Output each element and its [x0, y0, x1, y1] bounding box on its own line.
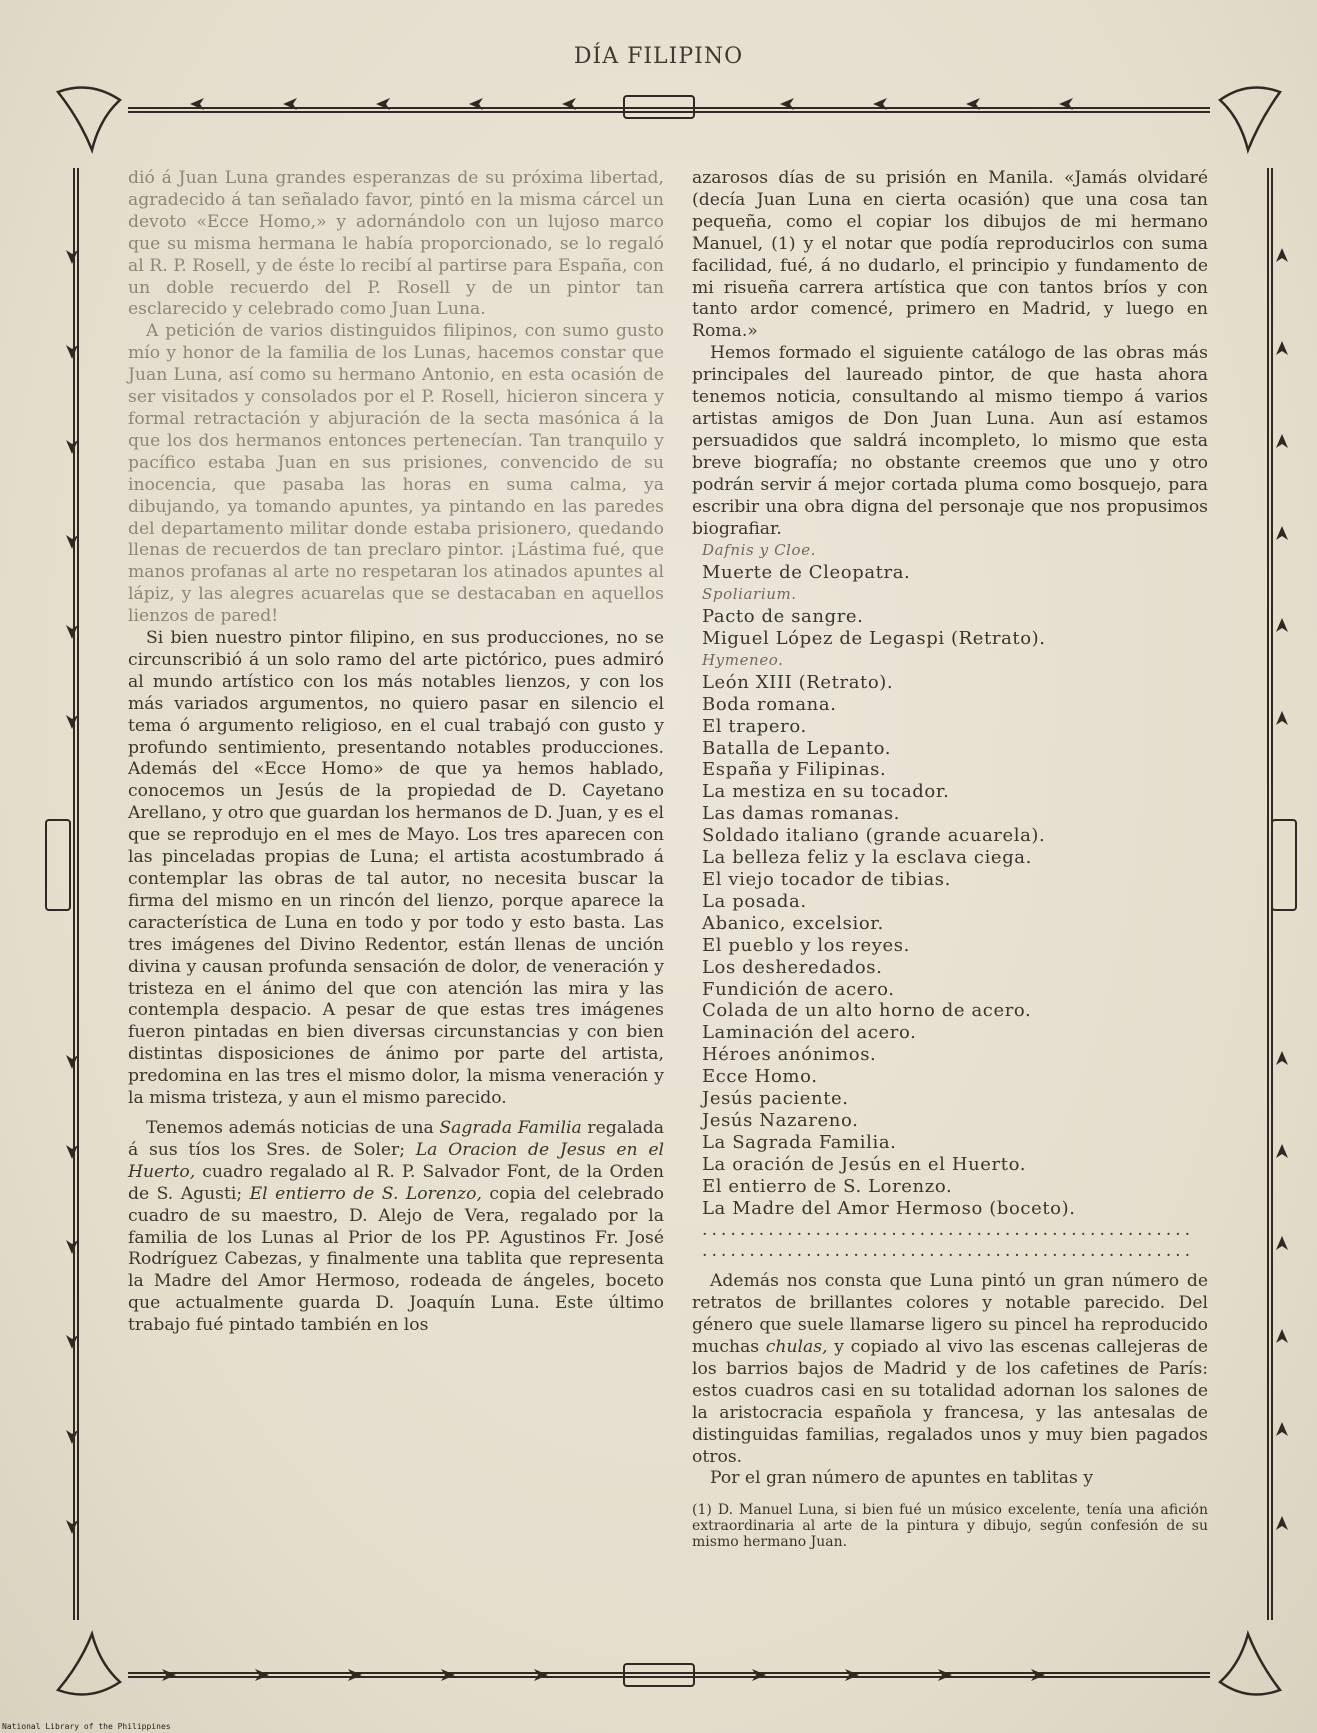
right-paragraph-4: Por el gran número de apuntes en tablitas y — [710, 1468, 1094, 1489]
catalog-item: Soldado italiano (grande acuarela). — [702, 825, 1046, 847]
term-chulas: chulas, — [765, 1337, 828, 1358]
left-paragraph-2: A petición de varios distinguidos filipinos, con sumo gusto mío y honor de la familia de los Lunas, hacemos constar que Juan Luna, así como su hermano Antonio, en esta ocasión de ser visitados y consolados por el P. Rosell, hicieron sincera y formal retractación y abjuración de la secta masónica á la que los dos hermanos entonces pertenecían. Tan tranquilo y pacífico estaba Juan en sus prisiones, convencido de su inocencia, que pasaba las horas en suma calma, ya dibujando, ya tomando apuntes, ya pintando en las paredes del departamento militar donde estaba prisionero, quedando llenas de recuerdos de tan preclaro pintor. ¡Lástima fué, que manos profanas al arte no respetaran los atinados apuntes al lápiz, y las alegres acuarelas que se destacaban en aquellos lienzos de pared! — [128, 321, 664, 627]
catalog-item: Batalla de Lepanto. — [702, 737, 892, 759]
catalog-item: España y Filipinas. — [702, 759, 887, 781]
text-run: Tenemos además noticias de una — [146, 1117, 440, 1138]
catalog-item: La posada. — [702, 890, 807, 912]
catalog-item: Los desheredados. — [702, 956, 883, 978]
footnote: (1) D. Manuel Luna, si bien fué un músico excelente, tenía una afición extraordinaria al arte de la pintura y dibujo, según confesión de su mismo hermano Juan. — [692, 1502, 1208, 1551]
text-run: cuadro regalado al R. P. Salvador Font, de la Orden de S. Agusti; — [128, 1161, 664, 1204]
catalog-item: Hymeneo. — [702, 650, 784, 669]
left-column — [128, 168, 664, 1337]
catalog-item: La belleza feliz y la esclava ciega. — [702, 847, 1032, 869]
title-oracion-huerto: La Oracion de Jesus en el Huerto, — [128, 1139, 664, 1182]
works-catalog — [692, 540, 1208, 1219]
catalog-item: Dafnis y Cloe. — [702, 541, 817, 560]
title-entierro-lorenzo: El entierro de S. Lorenzo, — [249, 1183, 482, 1204]
library-credit: National Library of the Philippines — [2, 1722, 171, 1731]
right-paragraph-2: Hemos formado el siguiente catálogo de las obras más principales del laureado pintor, de que hasta ahora tenemos noticia, consultando al mismo tiempo á varios artistas amigos de Don Juan Luna. Aun así estamos persuadidos que saldrá incompleto, lo mismo que esta breve biografía; no obstante creemos que uno y otro podrán servir á mejor cortada pluma como bosquejo, para escribir una obra digna del personaje que nos propusimos biografiar. — [692, 343, 1208, 539]
catalog-item: Ecce Homo. — [702, 1066, 818, 1088]
catalog-item: Las damas romanas. — [702, 803, 900, 825]
catalog-item: El viejo tocador de tibias. — [702, 869, 951, 890]
text-run: regalada á sus tíos los Sres. de Soler; — [128, 1117, 664, 1160]
catalog-item: La oración de Jesús en el Huerto. — [702, 1153, 1027, 1175]
text-run: Además nos consta que Luna pintó un gran número de retratos de brillantes colores y notable parecido. Del género que suele llamarse ligero su pincel ha reproducido muchas — [692, 1271, 1208, 1358]
text-run: y copiado al vivo las escenas callejeras de los barrios bajos de Madrid y de los cafetines de París: estos cuadros casi en su totalidad adornan los salones de la aristocracia española y francesa, y las antesalas de distinguidas familias, regalados unos y muy bien pagados otros. — [692, 1337, 1209, 1467]
running-head: DÍA FILIPINO — [573, 44, 744, 69]
catalog-item: Boda romana. — [702, 693, 837, 715]
catalog-item: Jesús paciente. — [702, 1088, 849, 1110]
catalog-item: Miguel López de Legaspi (Retrato). — [702, 628, 1046, 650]
catalog-item: Muerte de Cleopatra. — [702, 562, 911, 584]
left-paragraph-1: dió á Juan Luna grandes esperanzas de su próxima libertad, agradecido á tan señalado favor, pintó en la misma cárcel un devoto «Ecce Homo,» y adornándolo con un lujoso marco que su misma hermana le había proporcionado, se lo regaló al R. P. Rosell, y de éste lo recibí al partirse para España, con un doble recuerdo del P. Rosell y de un pintor tan esclarecido y celebrado como Juan Luna. — [128, 168, 664, 320]
catalog-item: La mestiza en su tocador. — [702, 781, 950, 803]
right-column — [692, 168, 1208, 1550]
catalog-item: Jesús Nazareno. — [702, 1109, 859, 1131]
catalog-item: Spoliarium. — [702, 585, 797, 604]
catalog-item: El pueblo y los reyes. — [702, 934, 910, 956]
ellipsis-line: .................................................... — [702, 1241, 1195, 1262]
catalog-item: La Sagrada Familia. — [702, 1131, 897, 1153]
title-sagrada-familia: Sagrada Familia — [439, 1117, 582, 1138]
catalog-item: La Madre del Amor Hermoso (boceto). — [702, 1197, 1076, 1219]
catalog-item: Fundición de acero. — [702, 978, 895, 1000]
catalog-item: Colada de un alto horno de acero. — [702, 1000, 1032, 1022]
catalog-item: Laminación del acero. — [702, 1022, 917, 1044]
catalog-item: Pacto de sangre. — [702, 606, 864, 628]
text-run: copia del celebrado cuadro de su maestro, D. Alejo de Vera, regalado por la familia de los Lunas al Prior de los PP. Agustinos Fr. José Rodríguez Cabezas, y finalmente una tablita que representa la Madre del Amor Hermoso, rodeada de ángeles, boceto que actualmente guarda D. Joaquín Luna. Este último trabajo fué pintado también en los — [128, 1183, 664, 1336]
catalog-item: El entierro de S. Lorenzo. — [702, 1175, 953, 1197]
right-paragraph-3 — [692, 1271, 1208, 1468]
catalog-item: Abanico, excelsior. — [702, 912, 884, 934]
catalog-item: Héroes anónimos. — [702, 1044, 877, 1066]
right-paragraph-1: azarosos días de su prisión en Manila. «Jamás olvidaré (decía Juan Luna en cierta ocasión) que una cosa tan pequeña, como el copiar los dibujos de mi hermano Manuel, (1) y el notar que podía reproducirlos con suma facilidad, fué, á no dudarlo, el principio y fundamento de mi risueña carrera artística que con tantos bríos y con tanto ardor comencé, primero en Madrid, y luego en Roma.» — [692, 168, 1208, 342]
left-paragraph-4 — [128, 1118, 664, 1337]
catalog-item: El trapero. — [702, 715, 807, 737]
ellipsis-line: .................................................... — [702, 1219, 1195, 1240]
left-paragraph-3: Si bien nuestro pintor filipino, en sus producciones, no se circunscribió á un solo ramo del arte pictórico, pues admiró al mundo artístico con los más notables lienzos, y con los más variados argumentos, no quiero pasar en silencio el tema ó argumento religioso, en el cual trabajó con gusto y profundo sentimiento, presentando notables producciones. Además del «Ecce Homo» de que ya hemos hablado, conocemos un Jesús de la propiedad de D. Cayetano Arellano, y otro que guardan los hermanos de D. Juan, y es el que se reprodujo en el mes de Mayo. Los tres aparecen con las pinceladas propias de Luna; el artista acostumbrado á contemplar las obras de tal autor, no necesita buscar la firma del mismo en un rincón del lienzo, porque aparece la característica de Luna en todo y por todo y esto basta. Las tres imágenes del Divino Redentor, están llenas de unción divina y causan profunda sensación de dolor, de veneración y tristeza en el ánimo del que con atención las mira y las contempla despacio. A pesar de que estas tres imágenes fueron pintadas en bien diversas circunstancias y con bien distintas disposiciones de ánimo por parte del artista, predomina en las tres el mismo dolor, la misma veneración y la misma tristeza, y aun el mismo parecido. — [128, 628, 664, 1109]
catalog-item: León XIII (Retrato). — [702, 671, 894, 693]
